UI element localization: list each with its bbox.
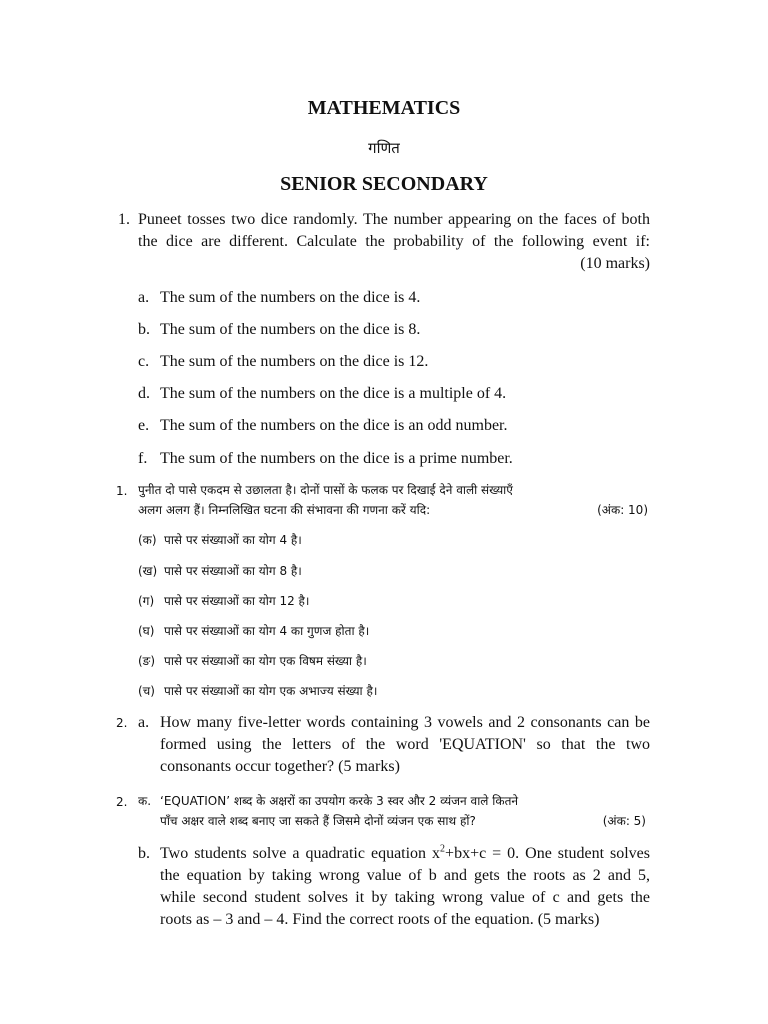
q2a-en-line3: consonants occur together? (5 marks)	[160, 758, 400, 775]
q1-en-line2: the dice are different. Calculate the probability of the following event if:	[138, 233, 650, 250]
q1-en-part-d	[138, 383, 506, 405]
q2b-line1-post: +bx+c = 0. One student solves	[445, 845, 651, 862]
q2a-hi-marks: (अंक: 5)	[602, 814, 646, 828]
q2a-hi-number: 2.	[116, 795, 128, 809]
q1-en-part-e	[138, 415, 507, 437]
q2a-en-label: a.	[138, 714, 150, 731]
q2a-hi-line1: ‘EQUATION’ शब्द के अक्षरों का उपयोग करके 3 स्वर और 2 व्यंजन वाले कितने	[160, 794, 519, 808]
part-label: a.	[138, 289, 150, 306]
q1-en-part-a	[138, 287, 420, 309]
q1-hi-part-ga	[138, 591, 309, 611]
q1-hi-text	[138, 480, 652, 520]
q1-hi-part-nga	[138, 651, 367, 671]
q1-en-line1: Puneet tosses two dice randomly. The number appearing on the faces of both	[138, 211, 650, 228]
q1-hi-line2: अलग अलग हैं। निम्नलिखित घटना की संभावना की गणना करें यदि:	[138, 503, 431, 517]
part-label: (ङ)	[138, 654, 156, 668]
part-text: पासे पर संख्याओं का योग 4 है।	[164, 533, 302, 547]
q1-hi-marks: (अंक: 10)	[597, 503, 648, 517]
q1-hi-line1: पुनीत दो पासे एकदम से उछालता है। दोनों पासों के फलक पर दिखाई देने वाली संख्याएँ	[138, 483, 513, 497]
part-text: पासे पर संख्याओं का योग 4 का गुणज होता है।	[164, 624, 370, 638]
q1-en-marks: (10 marks)	[580, 255, 650, 272]
q2a-en-number: 2.	[116, 716, 128, 730]
q2a-hi-text	[160, 791, 650, 831]
part-text: पासे पर संख्याओं का योग 8 है।	[164, 564, 302, 578]
q1-hi-part-gha	[138, 621, 369, 641]
part-label: d.	[138, 385, 150, 402]
page-title: MATHEMATICS	[307, 97, 461, 119]
part-label: (ख)	[138, 564, 158, 578]
part-text: The sum of the numbers on the dice is 4.	[160, 289, 421, 306]
part-text: पासे पर संख्याओं का योग एक अभाज्य संख्या है।	[164, 684, 378, 698]
part-text: पासे पर संख्याओं का योग 12 है।	[164, 594, 310, 608]
q2a-en-line2: formed using the letters of the word 'EQUATION' so that the two	[160, 736, 650, 753]
part-label: f.	[138, 450, 148, 467]
q1-en-number: 1.	[118, 211, 130, 228]
page-title-hindi: गणित	[368, 139, 400, 157]
part-label: (घ)	[138, 624, 155, 638]
part-text: The sum of the numbers on the dice is a multiple of 4.	[160, 385, 507, 402]
q2a-hi-row2	[160, 811, 650, 831]
part-label: (ग)	[138, 594, 155, 608]
q1-hi-part-kha	[138, 561, 302, 581]
q2b-en-line4: roots as – 3 and – 4. Find the correct roots of the equation. (5 marks)	[160, 911, 600, 928]
q1-en-part-c	[138, 351, 428, 373]
level-heading: SENIOR SECONDARY	[280, 173, 488, 195]
part-text: पासे पर संख्याओं का योग एक विषम संख्या है।	[164, 654, 367, 668]
q2a-en-line1: How many five-letter words containing 3 vowels and 2 consonants can be	[160, 714, 650, 731]
part-text: The sum of the numbers on the dice is 12.	[160, 353, 429, 370]
q1-en-part-b	[138, 319, 420, 341]
part-label: (क)	[138, 533, 157, 547]
q1-hi-row2	[138, 500, 652, 520]
q1-hi-part-cha	[138, 681, 377, 701]
q1-en-part-f	[138, 448, 513, 470]
q1-hi-number: 1.	[116, 484, 128, 498]
part-label: c.	[138, 353, 150, 370]
part-text: The sum of the numbers on the dice is 8.	[160, 321, 421, 338]
q2b-en-line3: while second student solves it by taking wrong value of c and gets the	[160, 889, 650, 906]
q2b-en-text	[160, 843, 650, 931]
part-text: The sum of the numbers on the dice is an odd number.	[160, 417, 508, 434]
q1-en-text	[138, 209, 650, 275]
part-label: b.	[138, 321, 150, 338]
part-label: e.	[138, 417, 150, 434]
q2b-en-label: b.	[138, 845, 150, 862]
q1-hi-part-ka	[138, 530, 302, 550]
part-text: The sum of the numbers on the dice is a prime number.	[160, 450, 513, 467]
q2b-en-line2: the equation by taking wrong value of b and gets the roots as 2 and 5,	[160, 867, 650, 884]
part-label: (च)	[138, 684, 155, 698]
q2a-en-text	[160, 712, 650, 778]
q2b-line1-sup: 2	[440, 843, 446, 855]
q2a-hi-line2: पाँच अक्षर वाले शब्द बनाए जा सकते हैं जिसमे दोनों व्यंजन एक साथ हों?	[160, 814, 476, 828]
q2b-line1-pre: Two students solve a quadratic equation x	[160, 845, 441, 862]
q2b-en-line1	[160, 843, 650, 865]
q2a-hi-label: क.	[138, 794, 152, 808]
